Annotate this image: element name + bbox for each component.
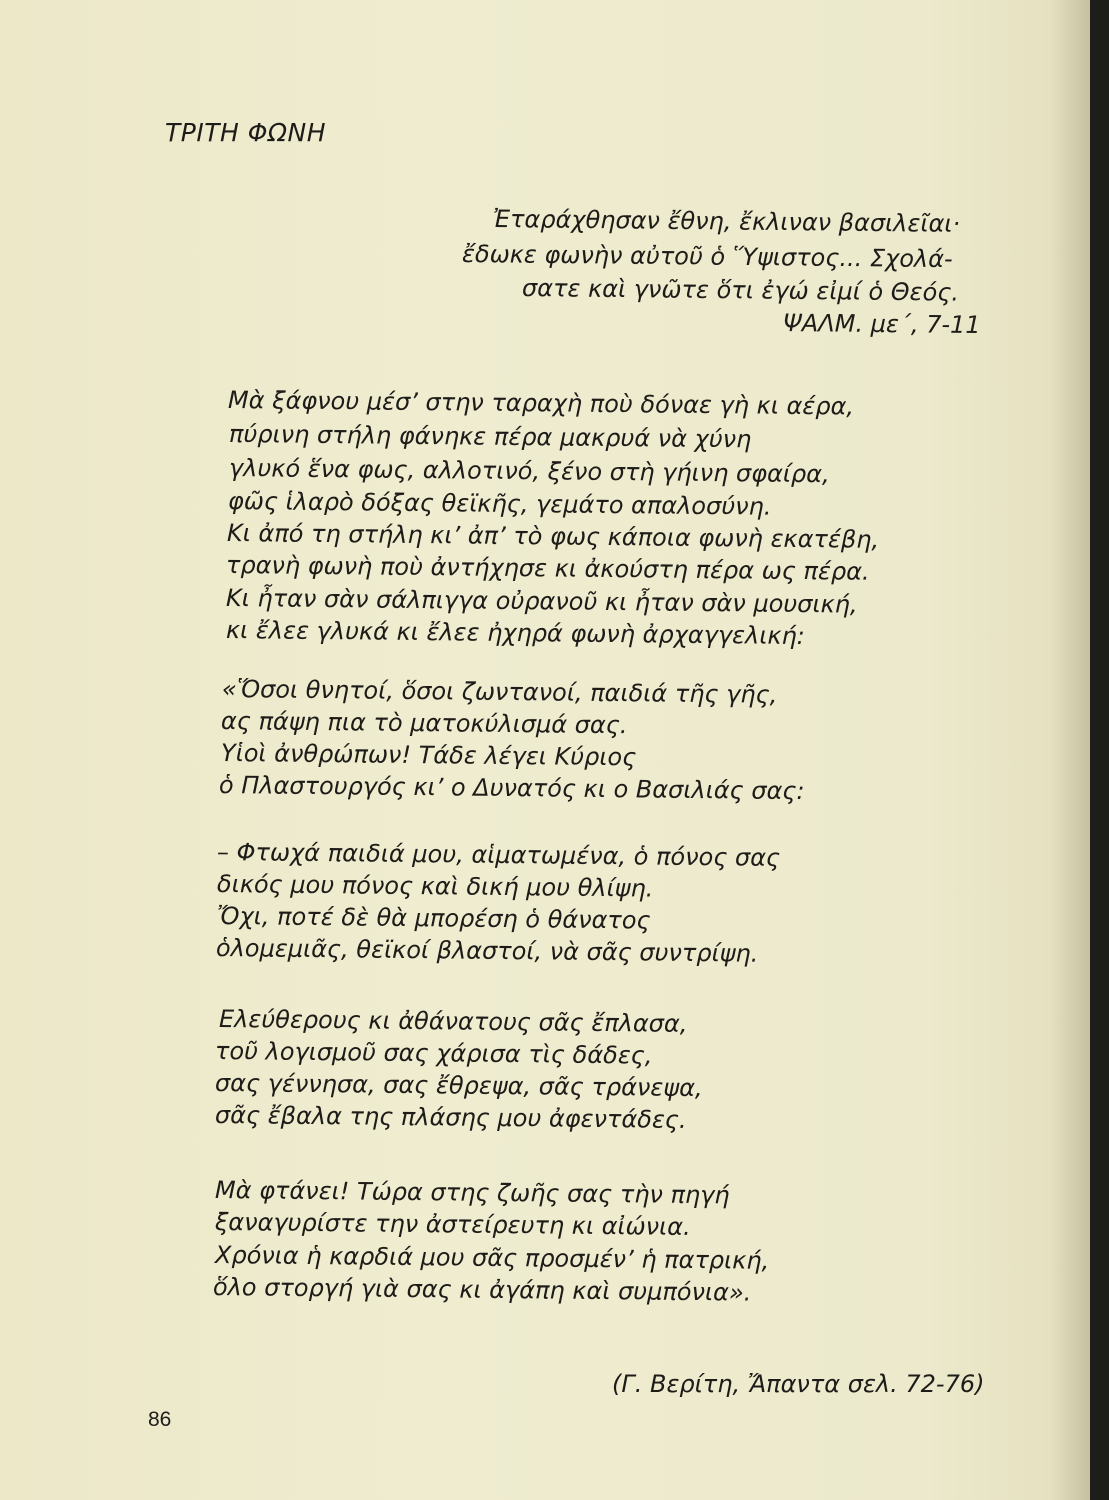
poem-line: ας πάψη πια τὸ ματοκύλισμά σας. bbox=[220, 707, 628, 740]
epigraph-line: Ἐταράχθησαν ἔθνη, ἔκλιναν βασιλεῖαι· bbox=[492, 205, 961, 238]
poem-line: – Φτωχά παιδιά μου, αἱματωμένα, ὁ πόνος σας bbox=[216, 838, 781, 872]
poem-line: γλυκό ἕνα φως, αλλοτινό, ξένο στὴ γήινη σφαίρα, bbox=[228, 454, 830, 489]
poem-line: φῶς ἱλαρὸ δόξας θεϊκῆς, γεμάτο απαλοσύνη. bbox=[227, 487, 772, 521]
poem-line: Ὄχι, ποτέ δὲ θὰ μπορέση ὁ θάνατος bbox=[216, 902, 651, 935]
page-number: 86 bbox=[148, 1408, 172, 1431]
poem-line: κι ἔλεε γλυκά κι ἔλεε ἠχηρά φωνὴ ἀρχαγγελική: bbox=[225, 616, 806, 651]
poem-line: Μὰ φτάνει! Τώρα στης ζωῆς σας τὴν πηγή bbox=[214, 1176, 730, 1210]
poem-line: ὅλο στοργή γιὰ σας κι ἀγάπη καὶ συμπόνια». bbox=[212, 1273, 752, 1307]
poem-line: ξαναγυρίστε την ἀστείρευτη κι αἰώνια. bbox=[214, 1208, 691, 1241]
poem-line: Υἱοὶ ἀνθρώπων! Τάδε λέγει Κύριος bbox=[220, 739, 637, 772]
source-citation: (Γ. Βερίτη, Ἄπαντα σελ. 72-76) bbox=[612, 1370, 985, 1398]
poem-line: πύρινη στήλη φάνηκε πέρα μακρυά νὰ χύνη bbox=[228, 420, 752, 454]
poem-line: Ελεύθερους κι ἀθάνατους σᾶς ἔπλασα, bbox=[218, 1005, 688, 1038]
poem-line: σας γέννησα, σας ἔθρεψα, σᾶς τράνεψα, bbox=[214, 1069, 703, 1103]
poem-line: σᾶς ἔβαλα της πλάσης μου ἀφεντάδες. bbox=[214, 1101, 687, 1134]
section-heading: ΤΡΙΤΗ ΦΩΝΗ bbox=[165, 118, 327, 147]
epigraph-line: ἔδωκε φωνὴν αὐτοῦ ὁ Ὕψιστος... Σχολά- bbox=[461, 240, 953, 274]
poem-line: τοῦ λογισμοῦ σας χάρισα τὶς δάδες, bbox=[214, 1037, 653, 1070]
poem-line: «Ὅσοι θνητοί, ὅσοι ζωντανοί, παιδιά τῆς γῆς, bbox=[221, 675, 778, 709]
poem-line: Χρόνια ἡ καρδιά μου σᾶς προσμέν’ ἡ πατρική, bbox=[214, 1241, 770, 1275]
epigraph-reference: ΨΑΛΜ. με΄, 7-11 bbox=[782, 309, 981, 340]
poem-line: Μὰ ξάφνου μέσ’ στην ταραχὴ ποὺ δόναε γὴ κι αέρα, bbox=[227, 386, 855, 421]
poem-line: Κι ἀπό τη στήλη κι’ ἀπ’ τὸ φως κάποια φωνὴ εκατέβη, bbox=[226, 519, 880, 554]
spine-shadow bbox=[1050, 0, 1090, 1500]
poem-line: ὁλομεμιᾶς, θεϊκοί βλαστοί, νὰ σᾶς συντρίψη. bbox=[215, 934, 759, 968]
poem-line: Κι ἦταν σὰν σάλπιγγα οὐρανοῦ κι ἦταν σὰν μουσική, bbox=[225, 584, 858, 619]
poem-line: δικός μου πόνος καὶ δική μου θλίψη. bbox=[216, 870, 654, 903]
poem-line: τρανὴ φωνὴ ποὺ ἀντήχησε κι ἀκούστη πέρα ως πέρα. bbox=[225, 551, 870, 586]
poem-line: ὁ Πλαστουργός κι’ ο Δυνατός κι ο Βασιλιάς σας: bbox=[218, 771, 805, 806]
epigraph-line: σατε καὶ γνῶτε ὅτι ἐγώ εἰμί ὁ Θεός. bbox=[521, 274, 960, 307]
